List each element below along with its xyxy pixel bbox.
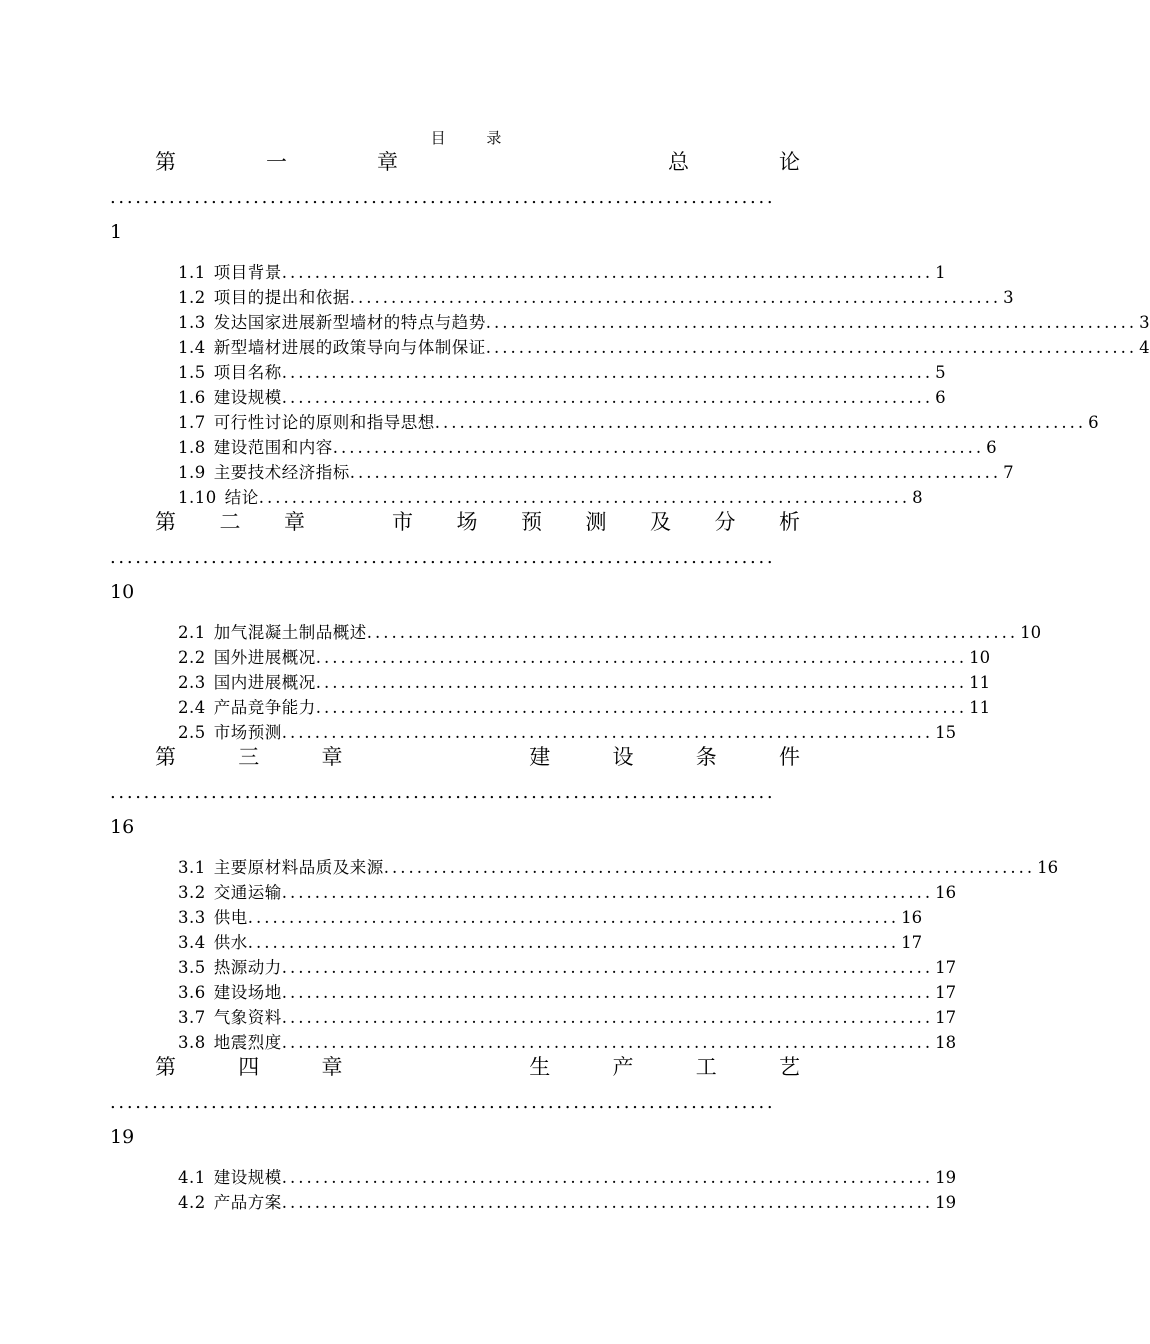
dot-leader: ............................................................................... — [366, 623, 1019, 642]
toc-entry[interactable] — [178, 855, 1059, 880]
dot-leader: ............................................................................... — [349, 288, 1002, 307]
chapter-heading-char: 市 — [392, 510, 413, 534]
section-page-number: 3 — [1003, 288, 1014, 307]
section-page-number: 11 — [969, 698, 991, 717]
chapter-heading-char: 及 — [650, 510, 671, 534]
dot-leader: ............................................................................... — [281, 983, 934, 1002]
section-page-number: 16 — [1037, 858, 1059, 877]
section-number: 1.3 — [178, 313, 206, 332]
dot-leader: ............................................................................... — [315, 698, 968, 717]
section-page-number: 19 — [935, 1168, 957, 1187]
toc-entry[interactable] — [178, 1190, 957, 1215]
section-title: 结论 — [224, 488, 259, 507]
section-title: 地震烈度 — [213, 1033, 282, 1052]
chapter-heading-char: 建 — [529, 745, 551, 769]
section-number: 3.4 — [178, 933, 206, 952]
toc-entry[interactable] — [178, 335, 1150, 360]
dot-leader: ............................................................................... — [383, 858, 1036, 877]
toc-entry[interactable] — [178, 460, 1014, 485]
section-title: 可行性讨论的原则和指导思想 — [213, 413, 435, 432]
section-number: 3.2 — [178, 883, 206, 902]
section-number: 1.6 — [178, 388, 206, 407]
section-page-number: 8 — [912, 488, 923, 507]
toc-entry[interactable] — [178, 1005, 957, 1030]
section-title: 主要原材料品质及来源 — [213, 858, 384, 877]
chapter-heading-char: 总 — [668, 150, 689, 174]
section-title: 市场预测 — [213, 723, 282, 742]
chapter-heading-char: 件 — [779, 745, 800, 769]
dot-leader: ............................................................................... — [281, 1193, 934, 1212]
section-title: 产品竞争能力 — [213, 698, 316, 717]
chapter-heading-char: 设 — [612, 745, 634, 769]
section-page-number: 18 — [935, 1033, 957, 1052]
dot-leader: ............................................................................... — [281, 363, 934, 382]
chapter-heading-char: 艺 — [779, 1055, 800, 1079]
chapter-heading-char: 分 — [714, 510, 736, 534]
chapter-heading-char: 生 — [529, 1055, 551, 1079]
chapter-page-number: 19 — [110, 1126, 135, 1148]
dot-leader: ............................................................................... — [110, 547, 776, 568]
section-page-number: 6 — [986, 438, 997, 457]
chapter-heading-char: 章 — [284, 510, 305, 534]
chapter-heading-char: 场 — [456, 510, 478, 534]
section-page-number: 6 — [1088, 413, 1099, 432]
section-title: 建设范围和内容 — [213, 438, 333, 457]
section-page-number: 17 — [901, 933, 923, 952]
section-number: 3.3 — [178, 908, 206, 927]
chapter-page-number: 1 — [110, 221, 123, 243]
dot-leader: ............................................................................... — [281, 1033, 934, 1052]
section-number: 2.5 — [178, 723, 206, 742]
chapter-heading[interactable] — [155, 742, 800, 772]
section-page-number: 3 — [1139, 313, 1150, 332]
section-page-number: 16 — [901, 908, 923, 927]
chapter-heading-char: 条 — [695, 745, 717, 769]
toc-entry[interactable] — [178, 905, 923, 930]
toc-entry[interactable] — [178, 620, 1042, 645]
section-number: 1.8 — [178, 438, 206, 457]
toc-entry[interactable] — [178, 1165, 957, 1190]
dot-leader: ............................................................................... — [281, 263, 934, 282]
chapter-heading-char: 第 — [155, 510, 176, 534]
section-number: 1.7 — [178, 413, 206, 432]
section-page-number: 10 — [969, 648, 991, 667]
toc-entry[interactable] — [178, 670, 991, 695]
dot-leader: ............................................................................... — [281, 388, 934, 407]
chapter-heading-char: 预 — [521, 510, 542, 534]
section-title: 新型墙材进展的政策导向与体制保证 — [213, 338, 486, 357]
section-title: 产品方案 — [213, 1193, 282, 1212]
dot-leader: ............................................................................... — [332, 438, 985, 457]
dot-leader: ............................................................................... — [281, 723, 934, 742]
chapter-heading-char: 三 — [238, 745, 260, 769]
section-title: 建设规模 — [213, 388, 282, 407]
section-page-number: 11 — [969, 673, 991, 692]
toc-entry[interactable] — [178, 695, 991, 720]
toc-entry[interactable] — [178, 310, 1150, 335]
dot-leader: ............................................................................... — [110, 782, 776, 803]
section-page-number: 5 — [935, 363, 946, 382]
dot-leader: ............................................................................... — [434, 413, 1087, 432]
chapter-heading-char: 析 — [779, 510, 800, 534]
section-number: 1.2 — [178, 288, 206, 307]
section-title: 交通运输 — [213, 883, 282, 902]
dot-leader: ............................................................................... — [485, 313, 1138, 332]
dot-leader: ............................................................................... — [247, 933, 900, 952]
section-number: 1.10 — [178, 488, 217, 507]
section-number: 3.1 — [178, 858, 206, 877]
toc-title: 目 录 — [430, 129, 520, 147]
chapter-heading-char: 章 — [377, 150, 398, 174]
section-title: 加气混凝土制品概述 — [213, 623, 367, 642]
toc-entry[interactable] — [178, 880, 957, 905]
section-number: 3.6 — [178, 983, 206, 1002]
section-number: 2.1 — [178, 623, 206, 642]
toc-entry[interactable] — [178, 410, 1099, 435]
chapter-heading-char: 论 — [779, 150, 800, 174]
section-number: 2.2 — [178, 648, 206, 667]
toc-entry[interactable] — [178, 260, 946, 285]
section-page-number: 10 — [1020, 623, 1042, 642]
dot-leader: ............................................................................... — [247, 908, 900, 927]
section-page-number: 16 — [935, 883, 957, 902]
dot-leader: ............................................................................... — [281, 1008, 934, 1027]
dot-leader: ............................................................................... — [281, 958, 934, 977]
section-title: 建设场地 — [213, 983, 282, 1002]
toc-entry[interactable] — [178, 955, 957, 980]
chapter-heading-char: 章 — [321, 745, 343, 769]
section-title: 供电 — [213, 908, 248, 927]
section-title: 国外进展概况 — [213, 648, 316, 667]
chapter-heading-char: 产 — [612, 1055, 634, 1079]
section-page-number: 17 — [935, 983, 957, 1002]
chapter-page-number: 10 — [110, 581, 135, 603]
section-number: 1.5 — [178, 363, 206, 382]
dot-leader: ............................................................................... — [485, 338, 1138, 357]
toc-entry[interactable] — [178, 285, 1014, 310]
section-page-number: 15 — [935, 723, 957, 742]
section-number: 2.4 — [178, 698, 206, 717]
chapter-heading-char: 四 — [238, 1055, 260, 1079]
section-number: 4.2 — [178, 1193, 206, 1212]
section-title: 主要技术经济指标 — [213, 463, 350, 482]
chapter-heading-char: 工 — [695, 1055, 717, 1079]
section-title: 建设规模 — [213, 1168, 282, 1187]
chapter-heading-char: 第 — [155, 1055, 176, 1079]
dot-leader: ............................................................................... — [315, 648, 968, 667]
section-title: 国内进展概况 — [213, 673, 316, 692]
section-page-number: 7 — [1003, 463, 1014, 482]
section-title: 发达国家进展新型墙材的特点与趋势 — [213, 313, 486, 332]
section-page-number: 17 — [935, 958, 957, 977]
chapter-heading-char: 第 — [155, 150, 176, 174]
section-number: 1.4 — [178, 338, 206, 357]
dot-leader: ............................................................................... — [110, 1092, 776, 1113]
section-number: 3.7 — [178, 1008, 206, 1027]
chapter-heading-char: 一 — [266, 150, 287, 174]
section-page-number: 4 — [1139, 338, 1150, 357]
toc-entry[interactable] — [178, 980, 957, 1005]
chapter-heading-char: 章 — [321, 1055, 343, 1079]
toc-entry[interactable] — [178, 930, 923, 955]
dot-leader: ............................................................................... — [110, 187, 776, 208]
chapter-heading[interactable] — [155, 147, 800, 177]
dot-leader: ............................................................................... — [315, 673, 968, 692]
section-number: 3.5 — [178, 958, 206, 977]
dot-leader: ............................................................................... — [258, 488, 911, 507]
dot-leader: ............................................................................... — [281, 1168, 934, 1187]
section-title: 项目背景 — [213, 263, 282, 282]
chapter-heading-char: 二 — [219, 510, 241, 534]
toc-entry[interactable] — [178, 435, 997, 460]
chapter-heading-char: 测 — [585, 510, 607, 534]
chapter-heading-char: 第 — [155, 745, 176, 769]
dot-leader: ............................................................................... — [349, 463, 1002, 482]
toc-entry[interactable] — [178, 385, 946, 410]
section-title: 热源动力 — [213, 958, 282, 977]
section-title: 项目名称 — [213, 363, 282, 382]
section-number: 3.8 — [178, 1033, 206, 1052]
section-number: 2.3 — [178, 673, 206, 692]
dot-leader: ............................................................................... — [281, 883, 934, 902]
section-number: 1.9 — [178, 463, 206, 482]
chapter-heading[interactable] — [155, 1052, 800, 1082]
section-page-number: 19 — [935, 1193, 957, 1212]
section-page-number: 17 — [935, 1008, 957, 1027]
section-page-number: 1 — [935, 263, 946, 282]
section-number: 4.1 — [178, 1168, 206, 1187]
toc-entry[interactable] — [178, 360, 946, 385]
section-title: 供水 — [213, 933, 248, 952]
section-number: 1.1 — [178, 263, 206, 282]
section-title: 气象资料 — [213, 1008, 282, 1027]
toc-entry[interactable] — [178, 645, 991, 670]
chapter-heading[interactable] — [155, 507, 800, 537]
section-title: 项目的提出和依据 — [213, 288, 350, 307]
section-page-number: 6 — [935, 388, 946, 407]
chapter-page-number: 16 — [110, 816, 135, 838]
